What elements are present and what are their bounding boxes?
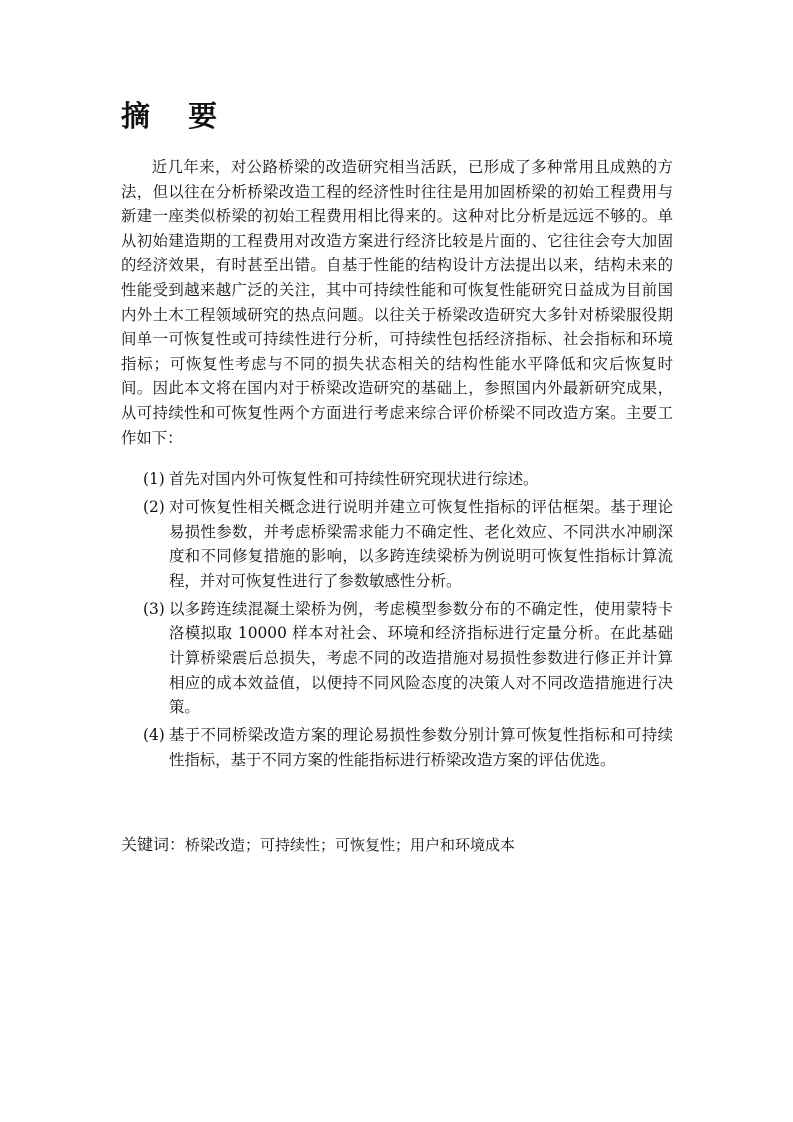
list-item-text: 以多跨连续混凝土梁桥为例，考虑模型参数分布的不确定性，使用蒙特卡洛模拟取 10000 样本对社会、环境和经济指标进行定量分析。在此基础计算桥梁震后总损失，考虑不同的改造措施对易损性参数进行修正并计算相应的成本效益值，以便持不同风险态度的决策人对不同改造措施进行决策。 [169,599,673,717]
abstract-heading: 摘 要 [121,99,232,133]
list-item [121,495,673,593]
keywords-label: 关键词： [121,835,186,854]
list-item-number: (2) [143,497,165,516]
list-item-text: 对可恢复性相关概念进行说明并建立可恢复性指标的评估框架。基于理论易损性参数，并考虑桥梁需求能力不确定性、老化效应、不同洪水冲刷深度和不同修复措施的影响，以多跨连续梁桥为例说明可恢复性指标计算流程，并对可恢复性进行了参数敏感性分析。 [169,497,673,590]
keywords-line [121,833,515,857]
list-item-text: 首先对国内外可恢复性和可持续性研究现状进行综述。 [169,470,539,488]
keywords-text: 桥梁改造；可持续性；可恢复性；用户和环境成本 [185,836,516,854]
work-items-list [121,467,673,776]
list-item-number: (3) [143,599,165,618]
list-item [121,467,673,492]
list-item [121,723,673,772]
list-item [121,597,673,720]
list-item-text: 基于不同桥梁改造方案的理论易损性参数分别计算可恢复性指标和可持续性指标，基于不同方案的性能指标进行桥梁改造方案的评估优选。 [169,726,673,769]
list-item-number: (4) [143,726,165,745]
list-item-number: (1) [143,470,165,488]
abstract-intro-paragraph: 近几年来，对公路桥梁的改造研究相当活跃，已形成了多种常用且成熟的方法，但以往在分析桥梁改造工程的经济性时往往是用加固桥梁的初始工程费用与新建一座类似桥梁的初始工程费用相比得来的。这种对比分析是远远不够的。单从初始建造期的工程费用对改造方案进行经济比较是片面的、它往往会夸大加固的经济效果，有时甚至出错。自基于性能的结构设计方法提出以来，结构未来的性能受到越来越广泛的关注，其中可持续性能和可恢复性能研究日益成为目前国内外土木工程领域研究的热点问题。以往关于桥梁改造研究大多针对桥梁服役期间单一可恢复性或可持续性进行分析，可持续性包括经济指标、社会指标和环境指标；可恢复性考虑与不同的损失状态相关的结构性能水平降低和灾后恢复时间。因此本文将在国内对于桥梁改造研究的基础上，参照国内外最新研究成果，从可持续性和可恢复性两个方面进行考虑来综合评价桥梁不同改造方案。主要工作如下： [121,158,673,447]
